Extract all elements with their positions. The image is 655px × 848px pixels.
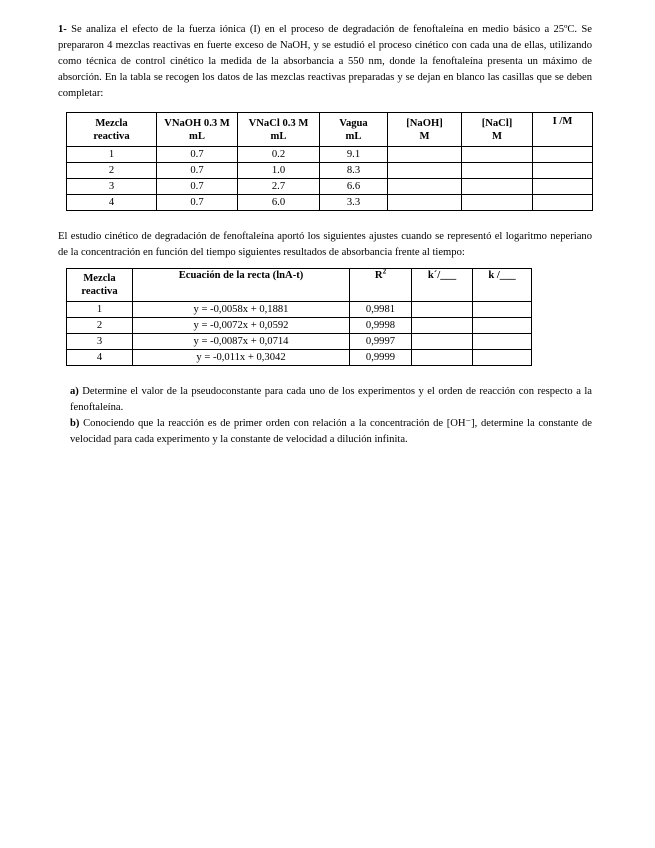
- mezcla-cell: 4: [67, 195, 157, 211]
- table-row: [67, 163, 593, 179]
- intro-text: Se analiza el efecto de la fuerza iónica (I) en el proceso de degradación de fenoftaleína en medio básico a 25ºC. Se prepararon 4 mezclas reactivas en fuerte exceso de NaOH, y se estudió el proceso cinético con cada una de ellas, utilizando como técnica de control cinético la medida de la absorbancia a 550 nm, donde la fenoftaleína presenta un máximo de absorción. En la tabla se recogen los datos de las mezclas reactivas preparadas y se dejan en blanco las casillas que se deben completar:: [58, 24, 592, 99]
- k-prime-cell: [412, 350, 473, 366]
- naoh-conc-cell: [388, 147, 462, 163]
- naoh-conc-cell: [388, 195, 462, 211]
- vagua-cell: 9.1: [320, 147, 388, 163]
- vagua-cell: 8.3: [320, 163, 388, 179]
- mezcla-cell: 1: [67, 147, 157, 163]
- fits-table: [66, 268, 532, 366]
- vnacl-cell: 0.2: [238, 147, 320, 163]
- k-cell: [473, 318, 532, 334]
- k-cell: [473, 350, 532, 366]
- table-row: [67, 179, 593, 195]
- k-cell: [473, 334, 532, 350]
- r2-cell: 0,9981: [350, 302, 412, 318]
- k-prime-cell: [412, 318, 473, 334]
- vnaoh-cell: 0.7: [157, 195, 238, 211]
- vnaoh-cell: 0.7: [157, 163, 238, 179]
- table-row: [67, 302, 532, 318]
- fits-table-header-row: [67, 269, 532, 302]
- question-a-label: a): [70, 386, 79, 397]
- header-vnaoh: VNaOH 0.3 M mL: [157, 113, 238, 147]
- k-prime-cell: [412, 334, 473, 350]
- equation-cell: y = -0,011x + 0,3042: [133, 350, 350, 366]
- equation-cell: y = -0,0072x + 0,0592: [133, 318, 350, 334]
- mezcla-cell: 2: [67, 318, 133, 334]
- vnaoh-cell: 0.7: [157, 147, 238, 163]
- mezcla-cell: 3: [67, 334, 133, 350]
- header-mezcla-2: Mezcla reactiva: [67, 269, 133, 302]
- mixtures-table-header-row: [67, 113, 593, 147]
- question-b: [70, 416, 592, 448]
- table-row: [67, 334, 532, 350]
- ionic-strength-cell: [533, 163, 593, 179]
- mezcla-cell: 4: [67, 350, 133, 366]
- vnacl-cell: 1.0: [238, 163, 320, 179]
- mezcla-cell: 2: [67, 163, 157, 179]
- header-vnacl: VNaCl 0.3 M mL: [238, 113, 320, 147]
- kinetics-paragraph: El estudio cinético de degradación de fenoftaleína aportó los siguientes ajustes cuando se representó el logaritmo neperiano de la concentración en función del tiempo siguientes resultados de absorbancia frente al tiempo:: [58, 231, 592, 258]
- header-naoh-conc: [NaOH] M: [388, 113, 462, 147]
- header-vagua: Vagua mL: [320, 113, 388, 147]
- equation-cell: y = -0,0087x + 0,0714: [133, 334, 350, 350]
- intro-paragraph: [58, 22, 592, 102]
- ionic-strength-cell: [533, 195, 593, 211]
- header-ionic-strength: I /M: [533, 113, 593, 147]
- question-b-label: b): [70, 418, 80, 429]
- vagua-cell: 6.6: [320, 179, 388, 195]
- vnacl-cell: 2.7: [238, 179, 320, 195]
- question-a: [70, 384, 592, 416]
- r2-cell: 0,9998: [350, 318, 412, 334]
- table-row: [67, 147, 593, 163]
- header-nacl-conc: [NaCl] M: [462, 113, 533, 147]
- mezcla-cell: 1: [67, 302, 133, 318]
- header-k-prime: k´/___: [412, 269, 473, 302]
- r2-cell: 0,9997: [350, 334, 412, 350]
- nacl-conc-cell: [462, 195, 533, 211]
- nacl-conc-cell: [462, 147, 533, 163]
- vagua-cell: 3.3: [320, 195, 388, 211]
- vnaoh-cell: 0.7: [157, 179, 238, 195]
- r2-cell: 0,9999: [350, 350, 412, 366]
- question-b-text: Conociendo que la reacción es de primer orden con relación a la concentración de [OH⁻], determine la constante de velocidad para cada experimento y la constante de velocidad a dilución infinita.: [70, 418, 592, 445]
- header-mezcla: Mezcla reactiva: [67, 113, 157, 147]
- naoh-conc-cell: [388, 163, 462, 179]
- ionic-strength-cell: [533, 179, 593, 195]
- table-row: [67, 318, 532, 334]
- mezcla-cell: 3: [67, 179, 157, 195]
- header-r2: $R^2$: [350, 269, 412, 302]
- ionic-strength-cell: [533, 147, 593, 163]
- equation-cell: y = -0,0058x + 0,1881: [133, 302, 350, 318]
- nacl-conc-cell: [462, 163, 533, 179]
- k-prime-cell: [412, 302, 473, 318]
- table-row: [67, 350, 532, 366]
- table-row: [67, 195, 593, 211]
- question-a-text: Determine el valor de la pseudoconstante para cada uno de los experimentos y el orden de reacción con respecto a la fenoftaleína.: [70, 386, 592, 413]
- mixtures-table: [66, 112, 593, 211]
- k-cell: [473, 302, 532, 318]
- vnacl-cell: 6.0: [238, 195, 320, 211]
- header-k: k /___: [473, 269, 532, 302]
- header-ecuacion: Ecuación de la recta (lnA-t): [133, 269, 350, 302]
- problem-number: 1-: [58, 24, 67, 35]
- nacl-conc-cell: [462, 179, 533, 195]
- naoh-conc-cell: [388, 179, 462, 195]
